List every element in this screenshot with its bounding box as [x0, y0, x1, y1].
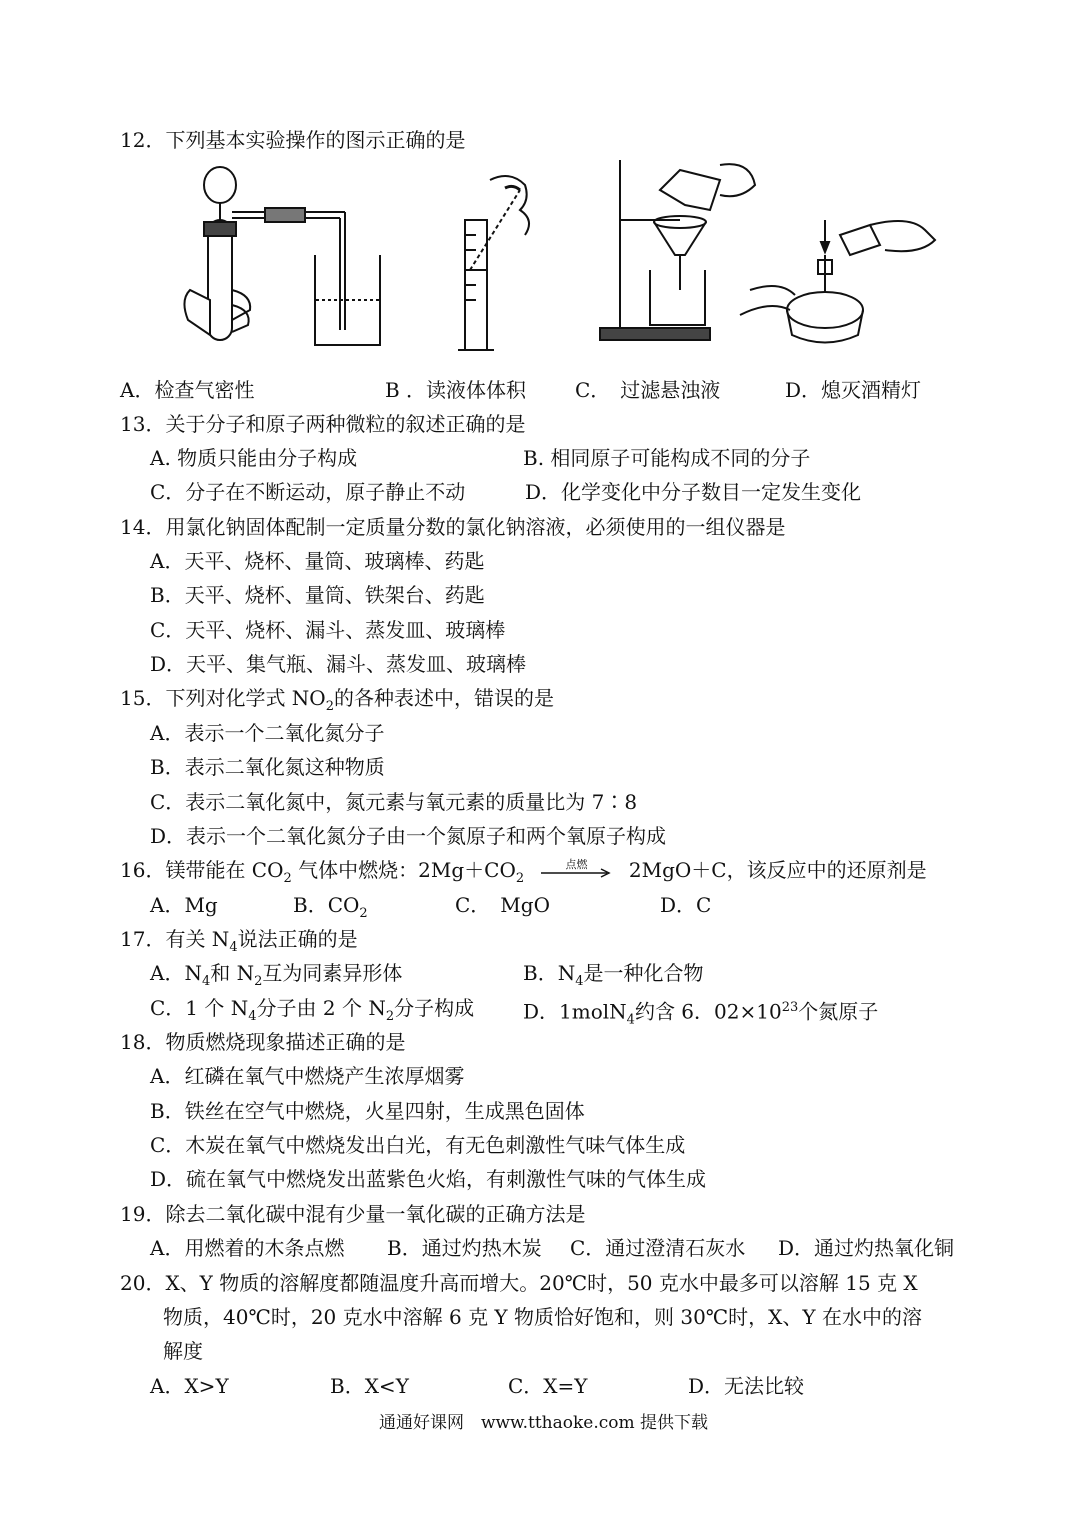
q17-option-d: D．1molN$_4$约含 6．$02\times 10^{23}$个氮原子	[523, 999, 879, 1028]
q15-stem: 15．下列对化学式 $NO_2$的各种表述中，错误的是	[120, 686, 554, 714]
q13-option-a: A. 物质只能由分子构成	[150, 446, 358, 470]
q16-stem: 16．镁带能在 $CO_2$ 气体中燃烧：$2Mg+CO_2$ 点燃 2MgO＋C，该反应中的还原剂是	[120, 857, 927, 892]
q14-option-b: B．天平、烧杯、量筒、铁架台、药匙	[150, 583, 485, 607]
q16-option-a: A．Mg	[150, 893, 218, 917]
q16-option-d: D．C	[660, 893, 712, 917]
q14-stem: 14．用氯化钠固体配制一定质量分数的氯化钠溶液，必须使用的一组仪器是	[120, 515, 786, 539]
q15-option-a: A．表示一个二氧化氮分子	[150, 721, 385, 745]
q17-stem: 17．有关 $N_4$说法正确的是	[120, 927, 358, 955]
q13-option-c: C．分子在不断运动，原子静止不动	[150, 480, 466, 504]
q18-option-c: C．木炭在氧气中燃烧发出白光，有无色刺激性气味气体生成	[150, 1133, 686, 1157]
q12-option-c: C． 过滤悬浊液	[575, 378, 721, 402]
q16-option-b: B．$CO_2$	[293, 893, 368, 921]
q20-option-d: D．无法比较	[688, 1374, 805, 1398]
q13-stem: 13．关于分子和原子两种微粒的叙述正确的是	[120, 412, 526, 436]
q19-option-b: B．通过灼热木炭	[387, 1236, 542, 1260]
q12-figures	[180, 160, 940, 360]
read-volume-figure	[458, 176, 529, 350]
reaction-arrow	[541, 857, 613, 882]
q12-option-b: B ．读液体体积	[385, 378, 527, 402]
q20-line-2: 物质，40℃时，20 克水中溶解 6 克 Y 物质恰好饱和，则 30℃时，X、Y 在水中的溶	[163, 1305, 922, 1329]
q14-option-c: C．天平、烧杯、漏斗、蒸发皿、玻璃棒	[150, 618, 506, 642]
q17-option-c: C．1 个 $N_4$分子由 2 个 $N_2$分子构成	[150, 996, 475, 1024]
q20-line-3: 解度	[163, 1339, 203, 1363]
q20-option-b: B．X<Y	[330, 1374, 409, 1398]
q17-option-a: A．$N_4$和 $N_2$互为同素异形体	[150, 961, 403, 989]
q19-stem: 19．除去二氧化碳中混有少量一氧化碳的正确方法是	[120, 1202, 586, 1226]
q20-option-a: A．X>Y	[150, 1374, 229, 1398]
page-footer: 通通好课网 www.tthaoke.com 提供下载	[378, 1413, 709, 1433]
q16-option-c: C． MgO	[455, 893, 550, 917]
q15-option-c: C．表示二氧化氮中，氮元素与氧元素的质量比为 7∶8	[150, 790, 638, 814]
filtration-figure	[600, 160, 755, 340]
q19-option-d: D．通过灼热氧化铜	[778, 1236, 955, 1260]
q17-option-b: B．$N_4$是一种化合物	[523, 961, 704, 989]
q12-stem: 12．下列基本实验操作的图示正确的是	[120, 128, 466, 152]
q12-option-d: D．熄灭酒精灯	[785, 378, 922, 402]
q19-option-c: C．通过澄清石灰水	[570, 1236, 746, 1260]
q15-option-b: B．表示二氧化氮这种物质	[150, 755, 385, 779]
q13-option-d: D．化学变化中分子数目一定发生变化	[525, 480, 862, 504]
alcohol-lamp-figure	[740, 220, 935, 343]
reaction-condition: 点燃	[565, 857, 588, 871]
q19-option-a: A．用燃着的木条点燃	[150, 1236, 345, 1260]
q18-option-b: B．铁丝在空气中燃烧，火星四射，生成黑色固体	[150, 1099, 585, 1123]
q20-option-c: C．X=Y	[508, 1374, 588, 1398]
q18-option-d: D．硫在氧气中燃烧发出蓝紫色火焰，有刺激性气味的气体生成	[150, 1167, 707, 1191]
airtightness-check-figure	[184, 167, 380, 345]
q12-option-a: A．检查气密性	[120, 378, 255, 402]
q15-option-d: D．表示一个二氧化氮分子由一个氮原子和两个氧原子构成	[150, 824, 667, 848]
q13-option-b: B. 相同原子可能构成不同的分子	[523, 446, 811, 470]
q14-option-a: A．天平、烧杯、量筒、玻璃棒、药匙	[150, 549, 485, 573]
q20-line-1: 20．X、Y 物质的溶解度都随温度升高而增大。20℃时，50 克水中最多可以溶解 15 克 X	[120, 1271, 918, 1295]
q14-option-d: D．天平、集气瓶、漏斗、蒸发皿、玻璃棒	[150, 652, 527, 676]
q18-stem: 18．物质燃烧现象描述正确的是	[120, 1030, 406, 1054]
q18-option-a: A．红磷在氧气中燃烧产生浓厚烟雾	[150, 1064, 465, 1088]
